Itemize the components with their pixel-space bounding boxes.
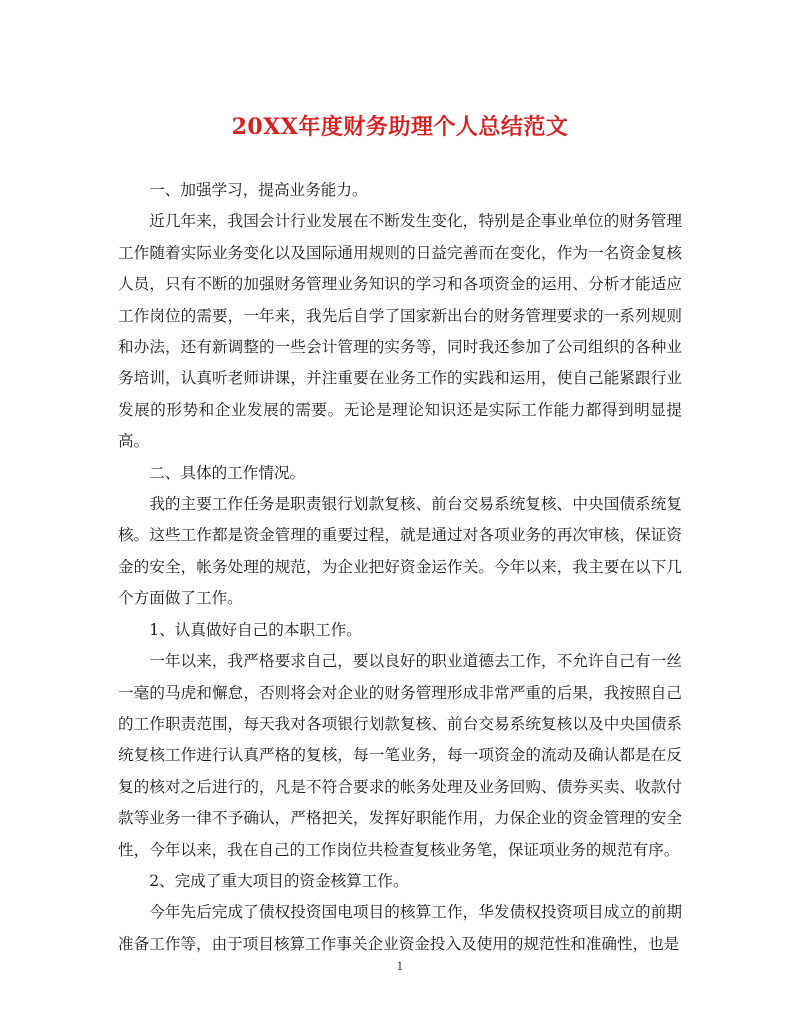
page-number: 1 — [396, 960, 404, 973]
subsection-heading-2: 2、完成了重大项目的资金核算工作。 — [149, 871, 409, 890]
body-paragraph: 近几年来，我国会计行业发展在不断发生变化，特别是企事业单位的财务管理工作随着实际业务变化以及国际通用规则的日益完善而在变化，作为一名资金复核人员，只有不断的加强财务管理业务知识的学习和各项资金的运用、分析才能适应工作岗位的需要，一年来，我先后自学了国家新出台的财务管理要求的一系列规则和办法，还有新调整的一些会计管理的实务等，同时我还参加了公司组织的各种业务培训，认真听老师讲课，并注重要在业务工作的实践和运用，使自己能紧跟行业发展的形势和企业发展的需要。无论是理论知识还是实际工作能力都得到明显提高。 — [118, 212, 682, 451]
subsection-heading-1: 1、认真做好自己的本职工作。 — [149, 620, 362, 639]
document-body — [118, 175, 682, 960]
section-heading-2: 二、具体的工作情况。 — [149, 463, 306, 482]
section-heading-1: 一、加强学习，提高业务能力。 — [149, 181, 368, 199]
body-paragraph: 一年以来，我严格要求自己，要以良好的职业道德去工作，不允许自己有一丝一毫的马虎和懈怠，否则将会对企业的财务管理形成非常严重的后果，我按照自己的工作职责范围，每天我对各项银行划款复核、前台交易系统复核以及中央国债系统复核工作进行认真严格的复核，每一笔业务，每一项资金的流动及确认都是在反复的核对之后进行的，凡是不符合要求的帐务处理及业务回购、债券买卖、收款付款等业务一律不予确认，严格把关，发挥好职能作用，力保企业的资金管理的安全性，今年以来，我在自己的工作岗位共检查复核业务笔，保证项业务的规范有序。 — [118, 652, 682, 859]
body-paragraph: 今年先后完成了债权投资国电项目的核算工作，华发债权投资项目成立的前期准备工作等，由于项目核算工作事关企业资金投入及使用的规范性和准确性，也是 — [118, 903, 682, 953]
document-title: 20XX年度财务助理个人总结范文 — [231, 114, 569, 140]
body-paragraph: 我的主要工作任务是职责银行划款复核、前台交易系统复核、中央国债系统复核。这些工作都是资金管理的重要过程，就是通过对各项业务的再次审核，保证资金的安全，帐务处理的规范，为企业把好资金运作关。今年以来，我主要在以下几个方面做了工作。 — [118, 495, 682, 608]
